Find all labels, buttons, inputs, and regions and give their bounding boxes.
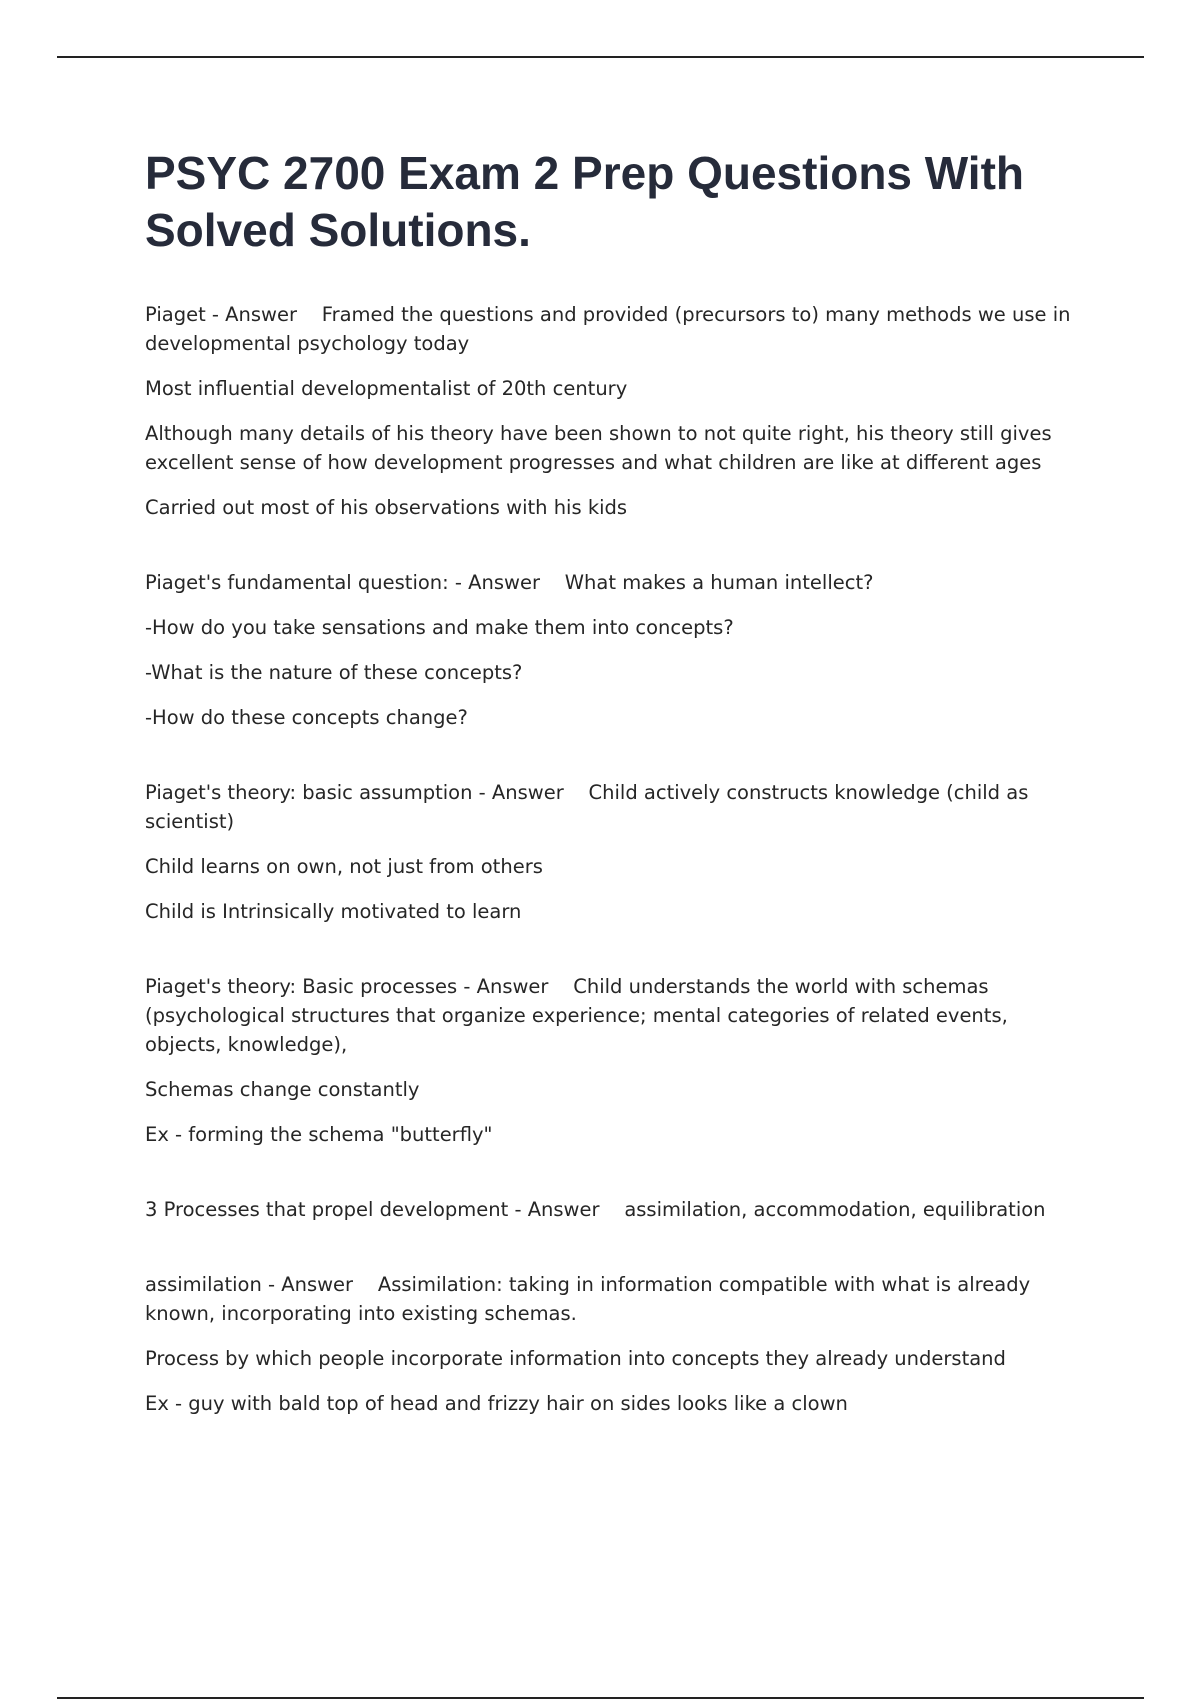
question-line [145,972,1075,1059]
answer-separator [600,1198,625,1221]
question-term: Piaget - Answer [145,303,297,326]
qa-entry [145,972,1075,1149]
detail-line: Ex - guy with bald top of head and frizzy hair on sides looks like a clown [145,1392,848,1415]
answer-text: assimilation, accommodation, equilibration [624,1198,1046,1221]
answer-separator [353,1273,378,1296]
answer-text: Child actively constructs knowledge (child as scientist) [145,781,1029,833]
answer-separator [548,975,573,998]
question-line [145,300,1075,358]
question-term: Piaget's theory: Basic processes - Answer [145,975,549,998]
top-rule [57,56,1144,58]
answer-separator [540,571,565,594]
document-title: PSYC 2700 Exam 2 Prep Questions With Solved Solutions. [145,147,1025,256]
detail-line: -How do these concepts change? [145,706,468,729]
question-line [145,568,1075,597]
qa-entry [145,1270,1075,1418]
answer-text: Assimilation: taking in information compatible with what is already known, incorporating into existing schemas. [145,1273,1031,1325]
bottom-rule [57,1697,1144,1699]
detail-line: Process by which people incorporate information into concepts they already understand [145,1347,1006,1370]
document-body [145,300,1075,1464]
question-term: Piaget's theory: basic assumption - Answer [145,781,564,804]
question-term: 3 Processes that propel development - Answer [145,1198,600,1221]
question-line [145,1195,1075,1224]
detail-line: Most influential developmentalist of 20th century [145,377,628,400]
question-term: assimilation - Answer [145,1273,354,1296]
qa-entry [145,300,1075,522]
detail-line: Carried out most of his observations with his kids [145,496,628,519]
question-term: Piaget's fundamental question: - Answer [145,571,540,594]
detail-line: Although many details of his theory have been shown to not quite right, his theory still gives excellent sense of how development progresses and what children are like at different ages [145,422,1052,474]
answer-text: Child understands the world with schemas (psychological structures that organize experience; mental categories of related events, objects, knowledge), [145,975,1008,1056]
qa-entry [145,1195,1075,1224]
qa-entry [145,568,1075,732]
answer-separator [564,781,589,804]
qa-entry [145,778,1075,926]
detail-line: Child learns on own, not just from others [145,855,543,878]
detail-line: Schemas change constantly [145,1078,420,1101]
detail-line: Ex - forming the schema "butterfly" [145,1123,493,1146]
question-line [145,778,1075,836]
answer-text: What makes a human intellect? [564,571,874,594]
detail-line: -How do you take sensations and make them into concepts? [145,616,734,639]
question-line [145,1270,1075,1328]
answer-separator [297,303,322,326]
detail-line: Child is Intrinsically motivated to learn [145,900,522,923]
answer-text: Framed the questions and provided (precursors to) many methods we use in developmental psychology today [145,303,1071,355]
detail-line: -What is the nature of these concepts? [145,661,523,684]
